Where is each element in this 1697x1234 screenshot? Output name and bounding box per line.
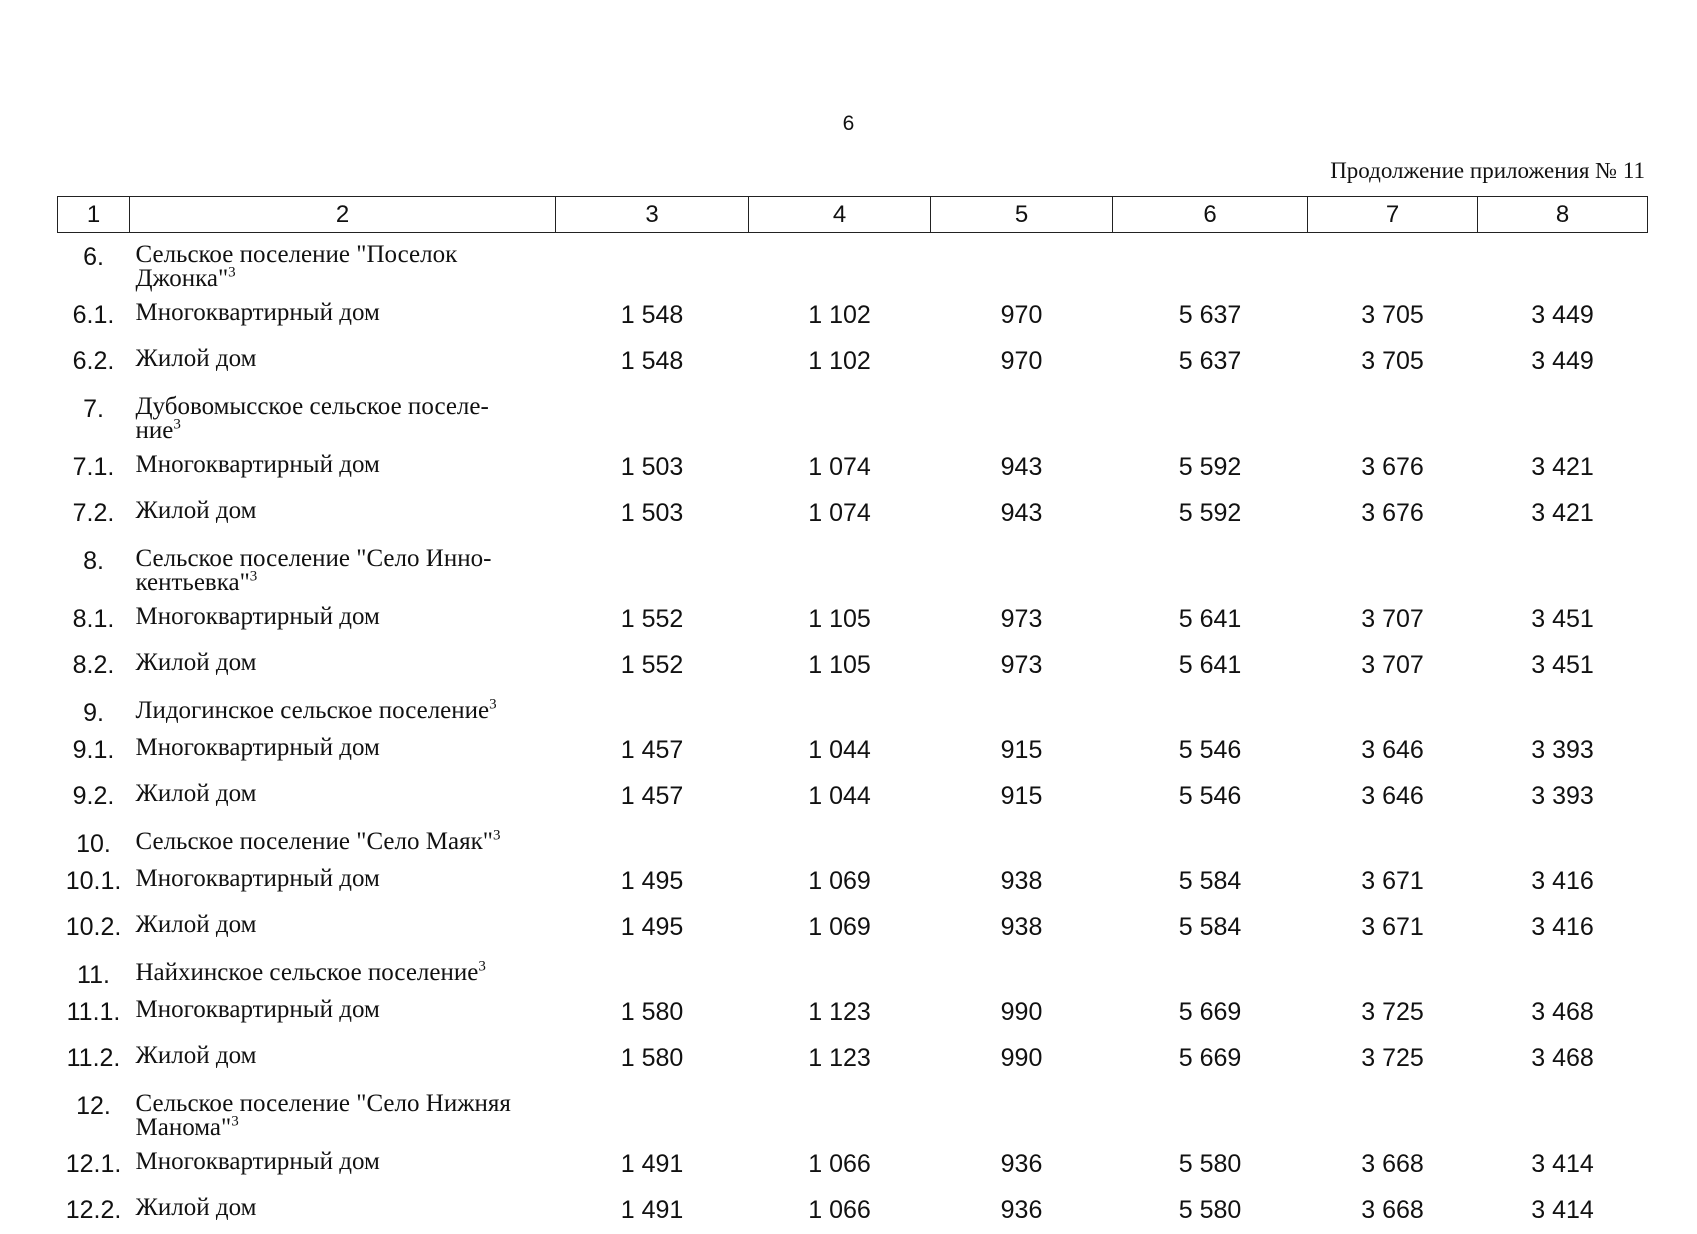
- section-name-line: Сельское поселение "Поселок: [136, 243, 556, 267]
- section-number: 12.: [58, 1082, 130, 1142]
- column-header: 4: [749, 197, 931, 233]
- section-name-line: Дубовомысское сельское поселе-: [136, 395, 556, 419]
- value-cell: 3 725: [1308, 990, 1478, 1036]
- value-cell: 3 414: [1478, 1142, 1648, 1188]
- value-cell: 1 105: [749, 597, 931, 643]
- value-cell: 3 421: [1478, 445, 1648, 491]
- section-name-text: Манома": [136, 1114, 232, 1141]
- value-cell: 1 102: [749, 339, 931, 385]
- value-cell: 1 044: [749, 774, 931, 820]
- section-name: [130, 1082, 556, 1142]
- value-cell: 3 416: [1478, 905, 1648, 951]
- row-name: Многоквартирный дом: [130, 859, 556, 905]
- column-header: 5: [931, 197, 1113, 233]
- value-cell: 936: [931, 1188, 1113, 1234]
- value-cell: 943: [931, 491, 1113, 537]
- value-cell: 3 449: [1478, 293, 1648, 339]
- value-cell: 1 491: [556, 1188, 749, 1234]
- row-name: Многоквартирный дом: [130, 445, 556, 491]
- section-name-line: [136, 699, 556, 723]
- value-cell: 5 592: [1113, 445, 1308, 491]
- row-number: 8.2.: [58, 643, 130, 689]
- footnote-mark: 3: [228, 265, 236, 281]
- row-number: 7.1.: [58, 445, 130, 491]
- row-name: Жилой дом: [130, 1188, 556, 1234]
- value-cell: 3 676: [1308, 491, 1478, 537]
- section-name-text: Сельское поселение "Село Маяк": [136, 828, 493, 855]
- value-cell: 1 123: [749, 1036, 931, 1082]
- section-row: [58, 820, 1648, 859]
- row-number: 9.1.: [58, 728, 130, 774]
- value-cell: 3 705: [1308, 339, 1478, 385]
- value-cell: 5 637: [1113, 339, 1308, 385]
- value-cell: 1 548: [556, 293, 749, 339]
- value-cell: 1 552: [556, 643, 749, 689]
- value-cell: 1 580: [556, 1036, 749, 1082]
- section-name-text: ние: [136, 417, 174, 444]
- column-header: 8: [1478, 197, 1648, 233]
- row-number: 6.2.: [58, 339, 130, 385]
- value-cell: 1 069: [749, 905, 931, 951]
- column-header: 6: [1113, 197, 1308, 233]
- value-cell: 3 393: [1478, 728, 1648, 774]
- row-name: Многоквартирный дом: [130, 1142, 556, 1188]
- section-row: [58, 951, 1648, 990]
- value-cell: 3 707: [1308, 597, 1478, 643]
- tariff-table: [57, 196, 1648, 1234]
- table-row: [58, 293, 1648, 339]
- value-cell: 973: [931, 597, 1113, 643]
- section-name: [130, 233, 556, 294]
- table-row: [58, 728, 1648, 774]
- table-row: [58, 339, 1648, 385]
- value-cell: 5 669: [1113, 1036, 1308, 1082]
- value-cell: 3 468: [1478, 990, 1648, 1036]
- section-empty-cells: [556, 537, 1648, 597]
- value-cell: 1 495: [556, 859, 749, 905]
- value-cell: 5 641: [1113, 643, 1308, 689]
- row-number: 11.1.: [58, 990, 130, 1036]
- section-name: [130, 820, 556, 859]
- table-row: [58, 597, 1648, 643]
- section-name: [130, 537, 556, 597]
- footnote-mark: 3: [493, 828, 501, 844]
- footnote-mark: 3: [478, 959, 486, 975]
- row-name: Многоквартирный дом: [130, 293, 556, 339]
- header-row: [58, 197, 1648, 233]
- value-cell: 3 646: [1308, 728, 1478, 774]
- table-row: [58, 1188, 1648, 1234]
- value-cell: 1 548: [556, 339, 749, 385]
- value-cell: 3 449: [1478, 339, 1648, 385]
- section-name-line: [136, 419, 556, 443]
- value-cell: 3 416: [1478, 859, 1648, 905]
- section-row: [58, 689, 1648, 728]
- row-name: Жилой дом: [130, 339, 556, 385]
- value-cell: 973: [931, 643, 1113, 689]
- value-cell: 1 044: [749, 728, 931, 774]
- value-cell: 1 074: [749, 491, 931, 537]
- value-cell: 1 457: [556, 774, 749, 820]
- row-number: 10.2.: [58, 905, 130, 951]
- footnote-mark: 3: [231, 1114, 239, 1130]
- appendix-caption: Продолжение приложения № 11: [1330, 158, 1645, 184]
- section-number: 10.: [58, 820, 130, 859]
- value-cell: 1 457: [556, 728, 749, 774]
- value-cell: 5 546: [1113, 728, 1308, 774]
- row-name: Многоквартирный дом: [130, 597, 556, 643]
- section-number: 7.: [58, 385, 130, 445]
- row-name: Жилой дом: [130, 643, 556, 689]
- value-cell: 3 707: [1308, 643, 1478, 689]
- section-number: 6.: [58, 233, 130, 294]
- table-header: [58, 197, 1648, 233]
- section-empty-cells: [556, 1082, 1648, 1142]
- value-cell: 936: [931, 1142, 1113, 1188]
- section-row: [58, 537, 1648, 597]
- value-cell: 5 584: [1113, 905, 1308, 951]
- row-number: 7.2.: [58, 491, 130, 537]
- section-empty-cells: [556, 951, 1648, 990]
- value-cell: 1 580: [556, 990, 749, 1036]
- value-cell: 3 393: [1478, 774, 1648, 820]
- value-cell: 3 646: [1308, 774, 1478, 820]
- section-name-line: Сельское поселение "Село Нижняя: [136, 1092, 556, 1116]
- section-row: [58, 385, 1648, 445]
- value-cell: 1 503: [556, 491, 749, 537]
- value-cell: 3 705: [1308, 293, 1478, 339]
- value-cell: 1 066: [749, 1188, 931, 1234]
- value-cell: 1 074: [749, 445, 931, 491]
- value-cell: 5 669: [1113, 990, 1308, 1036]
- value-cell: 3 671: [1308, 905, 1478, 951]
- value-cell: 1 105: [749, 643, 931, 689]
- section-name-line: Сельское поселение "Село Инно-: [136, 547, 556, 571]
- row-number: 12.2.: [58, 1188, 130, 1234]
- section-empty-cells: [556, 385, 1648, 445]
- section-number: 11.: [58, 951, 130, 990]
- value-cell: 5 637: [1113, 293, 1308, 339]
- value-cell: 1 066: [749, 1142, 931, 1188]
- value-cell: 1 552: [556, 597, 749, 643]
- value-cell: 3 725: [1308, 1036, 1478, 1082]
- row-name: Жилой дом: [130, 774, 556, 820]
- row-name: Жилой дом: [130, 905, 556, 951]
- column-header: 1: [58, 197, 130, 233]
- section-empty-cells: [556, 820, 1648, 859]
- section-name-text: Лидогинское сельское поселение: [136, 697, 490, 724]
- section-number: 9.: [58, 689, 130, 728]
- value-cell: 970: [931, 293, 1113, 339]
- section-name-text: Найхинское сельское поселение: [136, 959, 479, 986]
- value-cell: 938: [931, 905, 1113, 951]
- column-header: 3: [556, 197, 749, 233]
- table-row: [58, 905, 1648, 951]
- value-cell: 5 546: [1113, 774, 1308, 820]
- value-cell: 1 503: [556, 445, 749, 491]
- row-name: Жилой дом: [130, 1036, 556, 1082]
- value-cell: 1 102: [749, 293, 931, 339]
- table-row: [58, 445, 1648, 491]
- value-cell: 943: [931, 445, 1113, 491]
- footnote-mark: 3: [250, 569, 258, 585]
- value-cell: 5 641: [1113, 597, 1308, 643]
- row-number: 12.1.: [58, 1142, 130, 1188]
- section-name-line: [136, 830, 556, 854]
- value-cell: 5 580: [1113, 1142, 1308, 1188]
- row-number: 6.1.: [58, 293, 130, 339]
- value-cell: 5 592: [1113, 491, 1308, 537]
- value-cell: 5 580: [1113, 1188, 1308, 1234]
- value-cell: 970: [931, 339, 1113, 385]
- column-header: 2: [130, 197, 556, 233]
- row-number: 11.2.: [58, 1036, 130, 1082]
- value-cell: 3 451: [1478, 597, 1648, 643]
- row-number: 8.1.: [58, 597, 130, 643]
- table-body: [58, 233, 1648, 1234]
- row-name: Многоквартирный дом: [130, 990, 556, 1036]
- table-row: [58, 1036, 1648, 1082]
- table-row: [58, 1142, 1648, 1188]
- value-cell: 3 671: [1308, 859, 1478, 905]
- value-cell: 1 123: [749, 990, 931, 1036]
- column-header: 7: [1308, 197, 1478, 233]
- table-row: [58, 491, 1648, 537]
- value-cell: 990: [931, 990, 1113, 1036]
- value-cell: 3 414: [1478, 1188, 1648, 1234]
- table-row: [58, 990, 1648, 1036]
- section-empty-cells: [556, 233, 1648, 294]
- section-name: [130, 689, 556, 728]
- row-number: 9.2.: [58, 774, 130, 820]
- section-name-line: [136, 961, 556, 985]
- section-row: [58, 1082, 1648, 1142]
- value-cell: 3 668: [1308, 1142, 1478, 1188]
- section-number: 8.: [58, 537, 130, 597]
- value-cell: 1 495: [556, 905, 749, 951]
- section-name-text: Джонка": [136, 265, 229, 292]
- section-row: [58, 233, 1648, 294]
- section-name: [130, 385, 556, 445]
- row-name: Жилой дом: [130, 491, 556, 537]
- row-number: 10.1.: [58, 859, 130, 905]
- value-cell: 915: [931, 774, 1113, 820]
- value-cell: 1 069: [749, 859, 931, 905]
- table-row: [58, 774, 1648, 820]
- footnote-mark: 3: [173, 417, 181, 433]
- value-cell: 3 676: [1308, 445, 1478, 491]
- row-name: Многоквартирный дом: [130, 728, 556, 774]
- value-cell: 3 421: [1478, 491, 1648, 537]
- section-empty-cells: [556, 689, 1648, 728]
- value-cell: 3 451: [1478, 643, 1648, 689]
- page-number: 6: [0, 112, 1697, 136]
- section-name-line: [136, 1116, 556, 1140]
- value-cell: 5 584: [1113, 859, 1308, 905]
- value-cell: 915: [931, 728, 1113, 774]
- section-name-text: кентьевка": [136, 569, 250, 596]
- section-name-line: [136, 571, 556, 595]
- value-cell: 1 491: [556, 1142, 749, 1188]
- footnote-mark: 3: [489, 697, 497, 713]
- section-name: [130, 951, 556, 990]
- value-cell: 3 668: [1308, 1188, 1478, 1234]
- table-row: [58, 643, 1648, 689]
- section-name-line: [136, 267, 556, 291]
- value-cell: 3 468: [1478, 1036, 1648, 1082]
- value-cell: 990: [931, 1036, 1113, 1082]
- table-row: [58, 859, 1648, 905]
- value-cell: 938: [931, 859, 1113, 905]
